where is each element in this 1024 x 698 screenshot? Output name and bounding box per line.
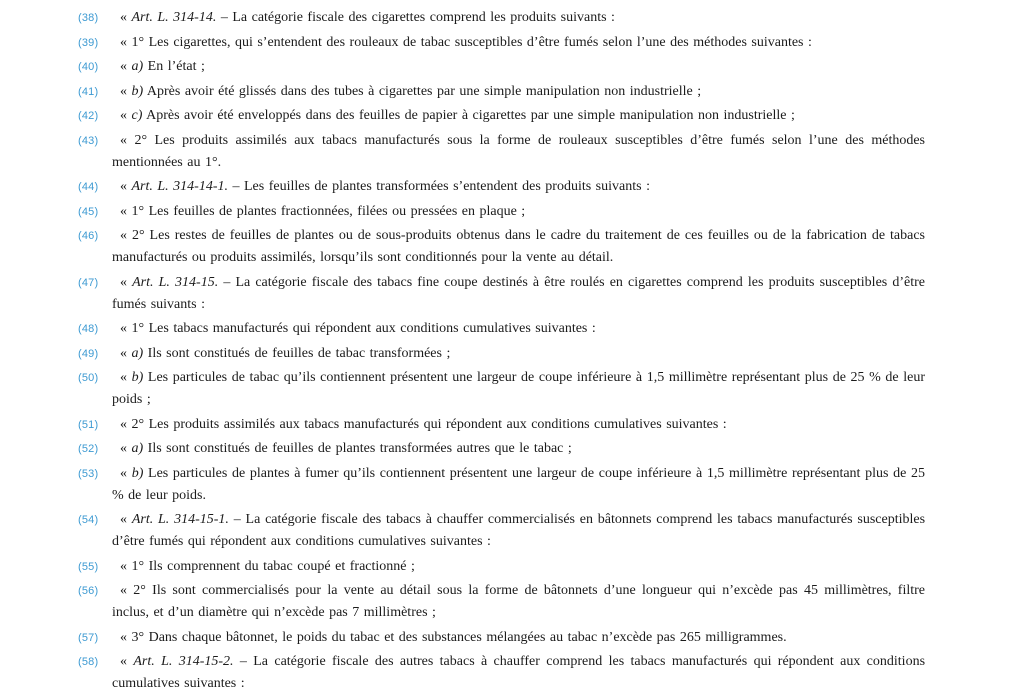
text-segment: « 2° Les restes de feuilles de plantes ou de sous-produits obtenus dans le cadre du traitement de ces feuilles ou de la fabrication de tabacs manufacturés ou produits assimilés, lorsqu’ils sont conditionnés pour la vente au détail. [112, 228, 925, 265]
paragraph-number: (44) [78, 181, 99, 193]
text-segment: « [120, 370, 132, 385]
paragraph-number: (42) [78, 110, 99, 122]
paragraph-text [112, 556, 925, 578]
text-segment: – Les feuilles de plantes transformées s’entendent des produits suivants : [228, 179, 650, 194]
text-segment: « [120, 465, 132, 481]
paragraph-number: (47) [78, 276, 99, 289]
paragraph-container [0, 7, 1024, 695]
paragraph-row [0, 105, 1024, 127]
paragraph-number: (49) [78, 347, 99, 360]
paragraph-number: (57) [78, 631, 99, 644]
paragraph-text [112, 651, 925, 695]
paragraph-text [112, 201, 925, 223]
paragraph-row [0, 509, 1024, 553]
text-segment: « [120, 108, 132, 123]
paragraph-text [112, 130, 925, 174]
text-segment: Ils sont constitués de feuilles de tabac transformées ; [143, 345, 451, 361]
text-segment: a) [131, 59, 144, 74]
text-segment: Les particules de plantes à fumer qu’ils contiennent présentent une largeur de coupe inférieure à 1,5 millimètre représentant plus de 25 % de leur poids. [112, 465, 926, 503]
text-segment: b) [131, 370, 144, 385]
text-segment: « 1° Les feuilles de plantes fractionnées, filées ou pressées en plaque ; [120, 203, 526, 219]
text-segment: « 1° Les tabacs manufacturés qui répondent aux conditions cumulatives suivantes : [120, 321, 596, 336]
text-segment: Les particules de tabac qu’ils contiennent présentent une largeur de coupe inférieure à 1,5 millimètre représentant plus de 25 % de leur poids ; [112, 370, 925, 407]
paragraph-number: (39) [78, 36, 99, 49]
paragraph-text [112, 318, 925, 340]
text-segment: « [120, 59, 132, 74]
paragraph-text [112, 414, 925, 436]
paragraph-text [112, 81, 925, 103]
paragraph-row [0, 463, 1024, 507]
paragraph-row [0, 130, 1024, 174]
text-segment: « 3° Dans chaque bâtonnet, le poids du tabac et des substances mélangées au tabac n’excède pas 265 milligrammes. [120, 629, 787, 645]
text-segment: Après avoir été enveloppés dans des feuilles de papier à cigarettes par une simple manipulation non industrielle ; [142, 108, 795, 123]
paragraph-text [112, 105, 925, 127]
paragraph-number: (54) [78, 514, 99, 526]
paragraph-row [0, 627, 1024, 649]
paragraph-row [0, 81, 1024, 103]
text-segment: Art. L. 314-15-2. [133, 654, 234, 669]
paragraph-text [112, 580, 925, 624]
paragraph-text [112, 32, 925, 54]
paragraph-number: (51) [78, 418, 99, 431]
text-segment: Art. L. 314-15-1. [131, 512, 229, 527]
paragraph-row [0, 367, 1024, 411]
text-segment: c) [131, 108, 143, 123]
paragraph-text [112, 7, 925, 29]
paragraph-number: (38) [78, 12, 99, 24]
text-segment: « [120, 274, 133, 290]
paragraph-number: (43) [78, 134, 99, 147]
text-segment: « 2° Les produits assimilés aux tabacs manufacturés sous la forme de rouleaux susceptibles d’être fumés selon l’une des méthodes mentionnées au 1°. [112, 132, 925, 170]
paragraph-row [0, 7, 1024, 29]
text-segment: « [120, 345, 132, 361]
paragraph-row [0, 651, 1024, 695]
paragraph-number: (58) [78, 656, 99, 668]
paragraph-number: (53) [78, 467, 99, 480]
paragraph-row [0, 438, 1024, 460]
text-segment: « [120, 512, 132, 527]
paragraph-row [0, 272, 1024, 316]
paragraph-text [112, 367, 925, 411]
text-segment: « [120, 10, 132, 25]
paragraph-number: (52) [78, 443, 99, 455]
text-segment: – La catégorie fiscale des cigarettes comprend les produits suivants : [216, 10, 615, 25]
text-segment: Art. L. 314-14-1. [131, 179, 228, 194]
paragraph-text [112, 272, 925, 316]
paragraph-text [112, 225, 925, 269]
paragraph-row [0, 56, 1024, 78]
paragraph-number: (46) [78, 230, 99, 242]
paragraph-row [0, 580, 1024, 624]
paragraph-number: (55) [78, 560, 99, 573]
paragraph-number: (56) [78, 585, 99, 597]
text-segment: – La catégorie fiscale des autres tabacs à chauffer comprend les tabacs manufacturés qui répondent aux conditions cumulatives suivantes : [112, 654, 926, 691]
text-segment: b) [131, 83, 144, 99]
text-segment: « [120, 654, 134, 669]
paragraph-number: (45) [78, 205, 99, 218]
paragraph-row [0, 32, 1024, 54]
text-segment: Après avoir été glissés dans des tubes à cigarettes par une simple manipulation non industrielle ; [143, 83, 702, 99]
paragraph-number: (48) [78, 323, 99, 335]
text-segment: « 2° Ils sont commercialisés pour la vente au détail sous la forme de bâtonnets d’une longueur qui n’excède pas 45 millimètres, filtre inclus, et d’un diamètre qui n’excède pas 7 millimètres ; [112, 583, 925, 620]
text-segment: a) [131, 441, 144, 456]
text-segment: « [120, 83, 132, 99]
paragraph-number: (50) [78, 372, 99, 384]
paragraph-text [112, 463, 925, 507]
paragraph-text [112, 56, 925, 78]
text-segment: a) [131, 345, 144, 361]
paragraph-number: (40) [78, 61, 99, 73]
paragraph-text [112, 176, 925, 198]
text-segment: « [120, 179, 132, 194]
text-segment: Art. L. 314-14. [131, 10, 217, 25]
paragraph-text [112, 509, 925, 553]
text-segment: « [120, 441, 132, 456]
text-segment: – La catégorie fiscale des tabacs à chauffer commercialisés en bâtonnets comprend les tabacs manufacturés susceptibles d’être fumés qui répondent aux conditions cumulatives suivantes : [112, 512, 926, 549]
paragraph-text [112, 627, 925, 649]
paragraph-row [0, 343, 1024, 365]
paragraph-text [112, 438, 925, 460]
text-segment: – La catégorie fiscale des tabacs fine coupe destinés à être roulés en cigarettes comprend les produits susceptibles d’être fumés suivants : [112, 274, 925, 312]
paragraph-row [0, 201, 1024, 223]
text-segment: Ils sont constitués de feuilles de plantes transformées autres que le tabac ; [143, 441, 572, 456]
paragraph-text [112, 343, 925, 365]
text-segment: Art. L. 314-15. [132, 274, 219, 290]
paragraph-row [0, 414, 1024, 436]
text-segment: b) [131, 465, 144, 481]
paragraph-number: (41) [78, 85, 99, 98]
text-segment: « 1° Les cigarettes, qui s’entendent des rouleaux de tabac susceptibles d’être fumés selon l’une des méthodes suivantes : [120, 34, 812, 50]
text-segment: « 2° Les produits assimilés aux tabacs manufacturés qui répondent aux conditions cumulatives suivantes : [120, 416, 727, 432]
text-segment: En l’état ; [143, 59, 205, 74]
paragraph-row [0, 225, 1024, 269]
paragraph-row [0, 556, 1024, 578]
text-segment: « 1° Ils comprennent du tabac coupé et fractionné ; [120, 558, 415, 574]
paragraph-row [0, 318, 1024, 340]
paragraph-row [0, 176, 1024, 198]
